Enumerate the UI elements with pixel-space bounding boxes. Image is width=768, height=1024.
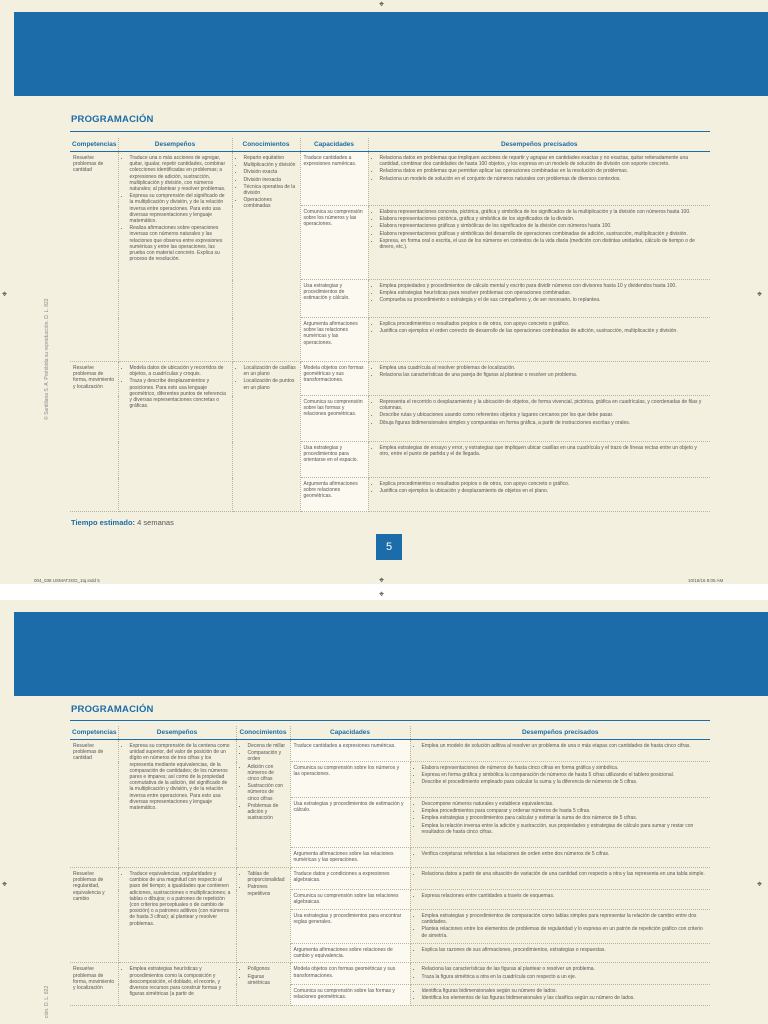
copyright-credit: ción. D. L. 822	[44, 985, 50, 1018]
precisados-cell	[368, 318, 710, 362]
list-item: • Elabora representaciones gráficas y simbólicas de los significados de la división con números hasta 100.	[380, 223, 708, 229]
col-header: Desempeños precisados	[410, 726, 710, 740]
list-item: • Identifica figuras bidimensionales según su número de lados.	[422, 988, 708, 994]
col-header: Desempeños	[118, 138, 232, 152]
col-header: Capacidades	[300, 138, 368, 152]
list-item: • Traza la figura simétrica a otra en la cuadrícula con respecto a un eje.	[422, 974, 708, 980]
registration-mark-icon: ⌖	[379, 589, 385, 599]
list-item: • Expresa en forma gráfica y simbólica la comparación de números de hasta 5 cifras utilizando el tablero posicional.	[422, 772, 708, 778]
capacidad-cell: Comunica su comprensión sobre las formas y relaciones geométricas.	[300, 396, 368, 442]
list-item: • Plantea relaciones entre los elementos de problemas de regularidad y lo expresa en un patrón de repetición gráfico con criterio de simetría.	[422, 926, 708, 938]
list-item: • Representa el recorrido o desplazamiento y la ubicación de objetos, de forma vivencial, pictórica, gráfica en cuadrículas, y coordenadas de filas y columnas.	[380, 399, 708, 411]
list-item: • Emplea un modelo de solución aditiva al resolver un problema de una o más etapas con cantidades de hasta cinco cifras.	[422, 743, 708, 749]
col-header: Capacidades	[290, 726, 410, 740]
list-item: • Traduce equivalencias, regularidades y cambios de una magnitud con respecto al paso del tiempo; a igualdades que contienen adiciones, sustracciones o multiplicaciones; a tablas o dibujos; o a patrones de repetición (con criterios perceptuales o de cambio de posición) o a patrones aditivos (con números de hasta 3 cifras); al plantear y resolver problemas.	[130, 871, 233, 927]
capacidad-cell: Traduce cantidades a expresiones numéricas.	[300, 152, 368, 206]
precisados-cell	[410, 848, 710, 868]
list-item: • Emplea estrategias y procedimientos de comparación como tablas simples para representar la relación de cambio entre dos cantidades.	[422, 913, 708, 925]
capacidad-cell: Argumenta afirmaciones sobre relaciones de cambio y equivalencia.	[290, 944, 410, 963]
precisados-cell	[410, 740, 710, 762]
precisados-cell	[410, 910, 710, 944]
registration-mark-icon: ⌖	[2, 289, 8, 299]
desempenos-cell	[118, 740, 236, 868]
section-title: PROGRAMACIÓN	[71, 114, 154, 125]
list-item: • Elabora representaciones pictórica, gráfica y simbólica de los significados de la división.	[380, 216, 708, 222]
list-item: • Emplea estrategias heurísticas para resolver problemas con operaciones combinadas.	[380, 290, 708, 296]
list-item: • Figuras simétricas	[248, 974, 287, 986]
list-item: • Emplea estrategias de ensayo y error, y estrategias que impliquen ubicar casillas en una cuadrícula y el trazo de líneas rectas entre un objeto y otro, entre el punto de partida y el de llegada.	[380, 445, 708, 457]
list-item: • Explica procedimientos o resultados propios o de otros, con apoyo concreto o gráfico.	[380, 321, 708, 327]
list-item: • Reparto equitativo	[244, 155, 297, 161]
list-item: • Multiplicación y división	[244, 162, 297, 168]
precisados-cell	[410, 963, 710, 984]
list-item: • Decena de millar	[248, 743, 287, 749]
conocimientos-cell	[232, 152, 300, 362]
capacidad-cell: Comunica su comprensión sobre las formas y relaciones geométricas.	[290, 984, 410, 1005]
list-item: • Relaciona datos en problemas que permitan aplicar las operaciones combinadas en la resolución de problemas.	[380, 168, 708, 174]
footer-date: 10/16/16 8:05 AM	[688, 578, 724, 583]
list-item: • Traza y describe desplazamientos y posiciones. Para esto usa lenguaje geométrico, diferentes puntos de referencia y diversas representaciones concretas o gráficas.	[130, 378, 229, 409]
list-item: • Elabora representaciones concreta, pictórica, gráfica y simbólica de los significados de la multiplicación y la división con números hasta 100.	[380, 209, 708, 215]
list-item: • Elabora representaciones de números de hasta cinco cifras en forma gráfica y simbólica.	[422, 765, 708, 771]
capacidad-cell: Argumenta afirmaciones sobre las relaciones numéricas y las operaciones.	[290, 848, 410, 868]
col-header: Competencias	[70, 138, 118, 152]
list-item: • Localización de casillas en un plano	[244, 365, 297, 377]
precisados-cell	[368, 280, 710, 318]
list-item: • Emplea estrategias heurísticas y procedimientos como la composición y descomposición, el doblado, el recorte, y diversos recursos para construir formas y figuras simétricas (a partir de	[130, 966, 233, 997]
list-item: • Justifica con ejemplos el orden correcto de desarrollo de las operaciones combinadas de adición, sustracción, multiplicación y división.	[380, 328, 708, 334]
conocimientos-cell	[232, 362, 300, 512]
competencia-cell: Resuelve problemas de regularidad, equivalencia y cambio	[70, 868, 118, 963]
list-item: • Expresa su comprensión de la centena como unidad superior, del valor de posición de un dígito en números de tres cifras y los representa mediante equivalencias, de la comparación de cantidades; de los números pares e impares; así como de la propiedad conmutativa de la adición, del significado de la multiplicación y división, y de la relación inversa entre operaciones. Para esto usa diversas representaciones y lenguaje matemático.	[130, 743, 233, 811]
capacidad-cell: Modela objetos con formas geométricas y sus transformaciones.	[290, 963, 410, 984]
list-item: • Elabora representaciones gráficas y simbólicas del desarrollo de operaciones combinadas de adición, sustracción, multiplicación y división.	[380, 231, 708, 237]
precisados-cell	[410, 762, 710, 798]
list-item: • Expresa, en forma oral o escrita, el uso de los números en contextos de la vida diaria (medición con distintas unidades, cálculo de tiempo o de dinero, etc.).	[380, 238, 708, 250]
list-item: • Operaciones combinadas	[244, 197, 297, 209]
precisados-cell	[410, 984, 710, 1005]
title-rule	[70, 131, 710, 132]
col-header: Conocimientos	[232, 138, 300, 152]
list-item: • Comparación y orden	[248, 750, 287, 762]
list-item: • Verifica conjeturas referidas a las relaciones de orden entre dos números de 5 cifras.	[422, 851, 708, 857]
list-item: • Emplea propiedades y procedimientos de cálculo mental y escrito para dividir números con divisores hasta 10 y dividendos hasta 100.	[380, 283, 708, 289]
conocimientos-cell	[236, 868, 290, 963]
list-item: • Relaciona datos a partir de una situación de variación de una cantidad con respecto a otra y las representa en una tabla simple.	[422, 871, 708, 877]
list-item: • Localización de puntos en un plano	[244, 378, 297, 390]
tiempo-value: 4 semanas	[137, 518, 174, 527]
capacidad-cell: Usa estrategias y procedimientos para orientarse en el espacio.	[300, 442, 368, 478]
capacidad-cell: Traduce datos y condiciones a expresiones algebraicas.	[290, 868, 410, 890]
desempenos-cell	[118, 963, 236, 1006]
registration-mark-icon: ⌖	[379, 0, 385, 9]
capacidad-cell: Comunica su comprensión sobre los números y las operaciones.	[300, 206, 368, 280]
precisados-cell	[368, 206, 710, 280]
col-header: Desempeños	[118, 726, 236, 740]
capacidad-cell: Usa estrategias y procedimientos para encontrar reglas generales.	[290, 910, 410, 944]
precisados-cell	[410, 944, 710, 963]
section-title: PROGRAMACIÓN	[71, 704, 154, 715]
list-item: • Traduce una o más acciones de agregar, quitar, igualar, repetir cantidades, combinar colecciones identificadas en problemas; a expresiones de adición, sustracción, multiplicación y división, con números naturales; al plantear y resolver problemas.	[130, 155, 229, 192]
conocimientos-cell	[236, 740, 290, 868]
list-item: • Comprueba su procedimiento o estrategia y el de sus compañeros y, de ser necesario, lo replantea.	[380, 297, 708, 303]
list-item: • Describe el procedimiento empleado para calcular la suma y la diferencia de números de 5 cifras.	[422, 779, 708, 785]
capacidad-cell: Comunica su comprensión sobre los números y las operaciones.	[290, 762, 410, 798]
list-item: • División inexacta	[244, 177, 297, 183]
col-header: Desempeños precisados	[368, 138, 710, 152]
title-rule	[70, 720, 710, 721]
capacidad-cell: Traduce cantidades a expresiones numéricas.	[290, 740, 410, 762]
list-item: • Justifica con ejemplos la ubicación y desplazamiento de objetos en el plano.	[380, 488, 708, 494]
list-item: • Relaciona las características de una pareja de figuras al plantear o resolver un problema.	[380, 372, 708, 378]
tiempo-estimado	[71, 518, 174, 527]
list-item: • Emplea procedimientos para comparar y ordenar números de hasta 5 cifras.	[422, 808, 708, 814]
conocimientos-cell	[236, 963, 290, 1006]
capacidad-cell: Usa estrategias y procedimientos de estimación y cálculo.	[300, 280, 368, 318]
list-item: • Explica las razones de sus afirmaciones, procedimientos, estrategias o respuestas.	[422, 947, 708, 953]
list-item: • Relaciona un modelo de solución en el conjunto de números naturales con problemas de diversos contextos.	[380, 176, 708, 182]
desempenos-cell	[118, 362, 232, 512]
registration-mark-icon: ⌖	[2, 879, 8, 889]
list-item: • Patrones repetitivos	[248, 884, 287, 896]
list-item: • Modela datos de ubicación y recorridos de objetos, a cuadrículas y croquis.	[130, 365, 229, 377]
list-item: • Tablas de proporcionalidad	[248, 871, 287, 883]
copyright-credit: © Santillana S. A. Prohibida su reproducción. D. L. 822	[44, 298, 50, 420]
competencia-cell: Resuelve problemas de forma, movimiento y localización	[70, 963, 118, 1006]
list-item: • Dibuja figuras bidimensionales simples y compuestas en forma gráfica, a partir de instrucciones escritas y orales.	[380, 420, 708, 426]
list-item: • Realiza afirmaciones sobre operaciones inversas con números naturales y las relaciones que observa entre expresiones numéricas y entre las operaciones, las prueba con material concreto. Explica su proceso de resolución.	[130, 225, 229, 262]
list-item: • Emplea una cuadrícula al resolver problemas de localización.	[380, 365, 708, 371]
page-number: 5	[376, 534, 402, 560]
list-item: • Relaciona datos en problemas que impliquen acciones de repartir y agrupar en cantidades exactas y no exactas, quitar reiteradamente una cantidad, combinar dos cantidades de hasta 100 objetos, y los expresa en un modelo de solución de división con soporte concreto.	[380, 155, 708, 167]
capacidad-cell: Modela objetos con formas geométricas y sus transformaciones.	[300, 362, 368, 396]
precisados-cell	[368, 396, 710, 442]
programacion-table	[70, 138, 710, 512]
list-item: • Identifica los elementos de las figuras bidimensionales y las clasifica según su número de lados.	[422, 995, 708, 1001]
list-item: • Expresa relaciones entre cantidades a través de esquemas.	[422, 893, 708, 899]
capacidad-cell: Argumenta afirmaciones sobre relaciones geométricas.	[300, 478, 368, 512]
list-item: • División exacta	[244, 169, 297, 175]
capacidad-cell: Usa estrategias y procedimientos de estimación y cálculo.	[290, 798, 410, 848]
desempenos-cell	[118, 152, 232, 362]
list-item: • Sustracción con números de cinco cifras	[248, 783, 287, 802]
desempenos-cell	[118, 868, 236, 963]
col-header: Conocimientos	[236, 726, 290, 740]
list-item: • Adición con números de cinco cifras	[248, 764, 287, 783]
precisados-cell	[410, 868, 710, 890]
list-item: • Emplea estrategias y procedimientos para calcular y estimar la suma de dos números de 5 cifras.	[422, 815, 708, 821]
precisados-cell	[368, 478, 710, 512]
precisados-cell	[368, 362, 710, 396]
list-item: • Descompone números naturales y establece equivalencias.	[422, 801, 708, 807]
precisados-cell	[368, 442, 710, 478]
list-item: • Relaciona las características de las figuras al plantear o resolver un problema.	[422, 966, 708, 972]
list-item: • Expresa su comprensión del significado de la multiplicación y división, y de la relación inversa entre operaciones. Para esto usa diversas representaciones y lenguaje matemático.	[130, 193, 229, 224]
registration-mark-icon: ⌖	[757, 879, 763, 889]
list-item: • Problemas de adición y sustracción	[248, 803, 287, 822]
registration-mark-icon: ⌖	[379, 575, 385, 585]
list-item: • Emplea la relación inversa entre la adición y sustracción, sus propiedades y estrategias de cálculo para sumar y restar con resultados de hasta cinco cifras.	[422, 823, 708, 835]
list-item: • Técnica operativa de la división	[244, 184, 297, 196]
capacidad-cell: Comunica su comprensión sobre las relaciones algebraicas.	[290, 890, 410, 910]
precisados-cell	[368, 152, 710, 206]
tiempo-label: Tiempo estimado:	[71, 518, 136, 527]
competencia-cell: Resuelve problemas de cantidad	[70, 740, 118, 868]
capacidad-cell: Argumenta afirmaciones sobre las relaciones numéricas y las operaciones.	[300, 318, 368, 362]
registration-mark-icon: ⌖	[757, 289, 763, 299]
header-band	[14, 612, 768, 696]
list-item: • Explica procedimientos o resultados propios o de otros, con apoyo concreto o gráfico.	[380, 481, 708, 487]
col-header: Competencias	[70, 726, 118, 740]
competencia-cell: Resuelve problemas de forma, movimiento y localización	[70, 362, 118, 512]
header-band	[14, 12, 768, 96]
precisados-cell	[410, 798, 710, 848]
list-item: • Polígonos	[248, 966, 287, 972]
programacion-table	[70, 726, 710, 1006]
list-item: • Describe rutas y ubicaciones usando como referentes objetos y lugares cercanos por los que debe pasar.	[380, 412, 708, 418]
footer-file: 004_038 USMAT3GD_1tq.indd 5	[34, 578, 100, 583]
competencia-cell: Resuelve problemas de cantidad	[70, 152, 118, 362]
precisados-cell	[410, 890, 710, 910]
